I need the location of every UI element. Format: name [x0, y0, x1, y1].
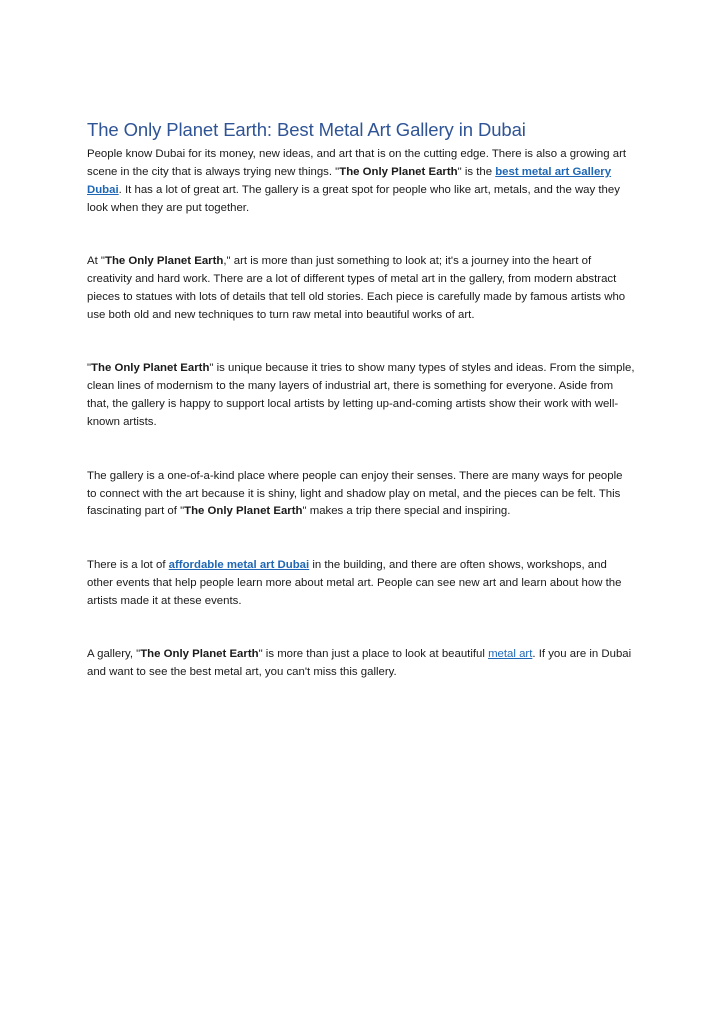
gallery-name-bold: The Only Planet Earth [140, 648, 259, 661]
paragraph-text: At " [87, 255, 105, 268]
gallery-name-bold: The Only Planet Earth [184, 505, 303, 518]
paragraph-text: " makes a trip there special and inspiring. [302, 505, 511, 518]
paragraph-text: The gallery is a one-of-a-kind place where people can enjoy their senses. There are many ways for people to connect with the art because it is shiny, light and shadow play on metal, and the pieces can be felt. This fascinating part of " [87, 469, 623, 518]
paragraph-text: " [87, 362, 92, 375]
gallery-name-bold: The Only Planet Earth [91, 362, 210, 375]
paragraph-affordable [87, 557, 635, 611]
paragraph-journey [87, 253, 635, 325]
gallery-name-bold: The Only Planet Earth [339, 165, 458, 178]
paragraph-text: A gallery, " [87, 648, 141, 661]
page-title: The Only Planet Earth: Best Metal Art Gallery in Dubai [87, 119, 526, 140]
paragraph-text: in the building, and there are often shows, workshops, and other events that help people learn more about metal art. People can see new art and learn about how the artists made it at these events. [87, 558, 622, 607]
paragraph-text: " is unique because it tries to show many types of styles and ideas. From the simple, clean lines of modernism to the many layers of industrial art, there is something for everyone. Aside from that, the gallery is happy to support local artists by letting up-and-coming artists show their work with well-known artists. [87, 362, 635, 429]
paragraph-unique [87, 360, 635, 432]
paragraph-text: " is more than just a place to look at beautiful [258, 648, 489, 661]
metal-art-link[interactable]: metal art [488, 648, 533, 661]
paragraph-senses [87, 468, 635, 522]
best-metal-art-gallery-link[interactable]: best metal art Gallery Dubai [87, 165, 612, 196]
paragraph-text: . If you are in Dubai and want to see the best metal art, you can't miss this gallery. [87, 648, 632, 679]
document-body [87, 118, 635, 682]
paragraph-text: " is the [457, 165, 496, 178]
paragraph-conclusion [87, 646, 635, 682]
paragraph-text: People know Dubai for its money, new ideas, and art that is on the cutting edge. There is also a growing art scene in the city that is always trying new things. " [87, 148, 627, 178]
gallery-name-bold: The Only Planet Earth [104, 255, 224, 268]
paragraph-text: ," art is more than just something to look at; it's a journey into the heart of creativity and hard work. There are a lot of different types of metal art in the gallery, from modern abstract pieces to statues with lots of details that tell old stories. Each piece is carefully made by famous artists who use both old and new techniques to turn raw metal into beautiful works of art. [87, 255, 626, 321]
paragraph-text: . It has a lot of great art. The gallery is a great spot for people who like art, metals, and the way they look when they are put together. [87, 183, 620, 214]
paragraph-text: There is a lot of [87, 558, 169, 571]
affordable-metal-art-link[interactable]: affordable metal art Dubai [168, 558, 310, 571]
paragraph-intro [87, 146, 635, 218]
